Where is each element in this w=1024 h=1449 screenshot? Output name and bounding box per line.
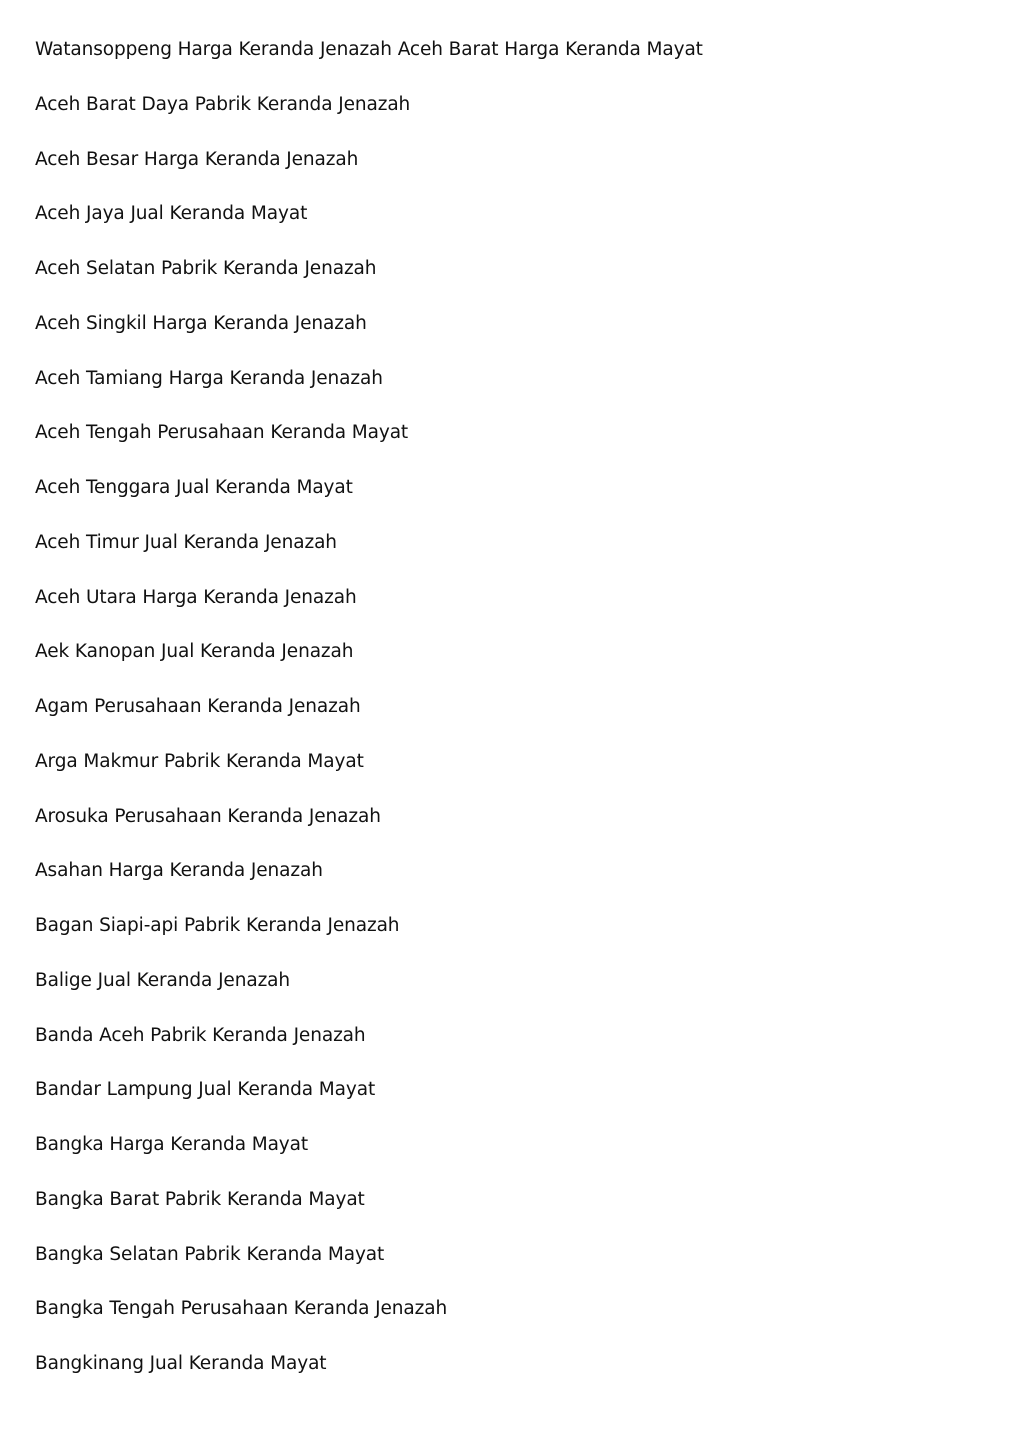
text-line: Aceh Besar Harga Keranda Jenazah xyxy=(35,148,359,170)
text-line: Aceh Tamiang Harga Keranda Jenazah xyxy=(35,367,383,389)
text-line: Aek Kanopan Jual Keranda Jenazah xyxy=(35,641,354,663)
text-line: Bandar Lampung Jual Keranda Mayat xyxy=(35,1079,376,1101)
text-line: Aceh Selatan Pabrik Keranda Jenazah xyxy=(35,258,377,279)
text-line: Aceh Timur Jual Keranda Jenazah xyxy=(35,531,337,553)
text-line: Aceh Tengah Perusahaan Keranda Mayat xyxy=(35,422,409,444)
text-line: Agam Perusahaan Keranda Jenazah xyxy=(35,696,361,717)
text-line: Bagan Siapi-api Pabrik Keranda Jenazah xyxy=(35,915,400,936)
text-line: Aceh Jaya Jual Keranda Mayat xyxy=(35,203,308,225)
text-line: Arosuka Perusahaan Keranda Jenazah xyxy=(35,805,381,827)
text-line: Bangka Harga Keranda Mayat xyxy=(35,1134,309,1155)
document-text-list xyxy=(35,36,984,1405)
text-line: Bangka Tengah Perusahaan Keranda Jenazah xyxy=(35,1298,448,1320)
text-line: Bangkinang Jual Keranda Mayat xyxy=(35,1353,327,1374)
text-line: Bangka Barat Pabrik Keranda Mayat xyxy=(35,1188,365,1210)
text-line: Bangka Selatan Pabrik Keranda Mayat xyxy=(35,1243,385,1265)
text-line: Asahan Harga Keranda Jenazah xyxy=(35,860,323,882)
text-line: Aceh Singkil Harga Keranda Jenazah xyxy=(35,312,367,334)
text-line: Watansoppeng Harga Keranda Jenazah Aceh Barat Harga Keranda Mayat xyxy=(35,39,703,60)
text-line: Aceh Barat Daya Pabrik Keranda Jenazah xyxy=(35,93,411,115)
text-line: Arga Makmur Pabrik Keranda Mayat xyxy=(35,750,364,772)
text-line: Aceh Utara Harga Keranda Jenazah xyxy=(35,586,357,608)
text-line: Aceh Tenggara Jual Keranda Mayat xyxy=(35,477,353,498)
text-line: Banda Aceh Pabrik Keranda Jenazah xyxy=(35,1024,366,1046)
text-line: Balige Jual Keranda Jenazah xyxy=(35,969,291,991)
